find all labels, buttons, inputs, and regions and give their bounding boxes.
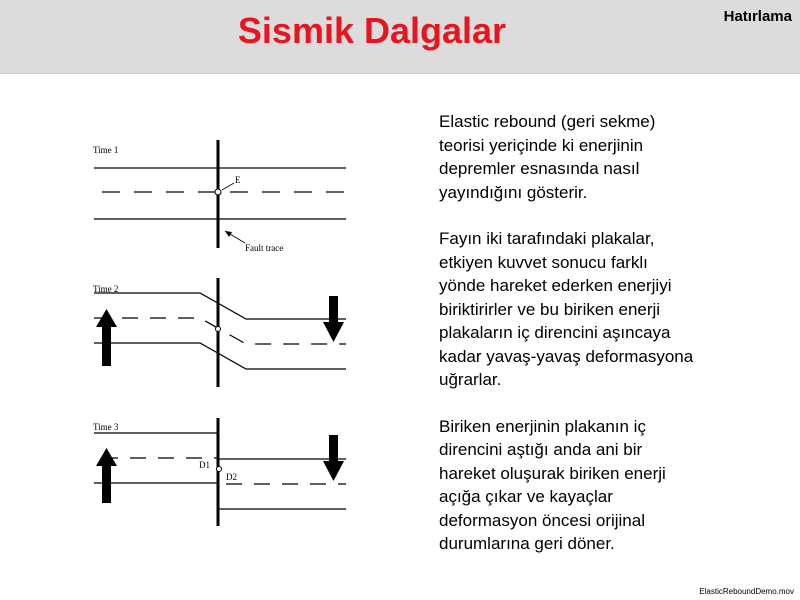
point-label: E bbox=[235, 175, 241, 185]
panel-label: Time 2 bbox=[93, 284, 119, 294]
point-pointer bbox=[222, 183, 234, 190]
fault-label: Fault trace bbox=[245, 243, 284, 253]
panel-label: Time 1 bbox=[93, 145, 119, 155]
deformation-marker bbox=[216, 327, 221, 332]
panel-time-3 bbox=[93, 418, 346, 526]
down-arrow-shaft bbox=[329, 435, 338, 463]
header-bar bbox=[0, 0, 800, 74]
explanation-text bbox=[439, 110, 759, 579]
paragraph-intro: Elastic rebound (geri sekme) teorisi yeriçinde ki enerjinin depremler esnasında nasıl yayındığını gösterir. bbox=[439, 112, 656, 202]
rebound-marker bbox=[217, 467, 222, 472]
elastic-rebound-diagram bbox=[80, 128, 370, 558]
media-filename-link[interactable]: ElasticReboundDemo.mov bbox=[699, 587, 794, 596]
up-arrow-shaft bbox=[102, 324, 111, 366]
up-arrow-icon bbox=[96, 448, 117, 466]
down-arrow-icon bbox=[323, 461, 344, 481]
down-arrow-icon bbox=[323, 322, 344, 342]
fault-pointer-arrowhead bbox=[225, 231, 232, 237]
up-arrow-shaft bbox=[102, 463, 111, 503]
slide-title: Sismik Dalgalar bbox=[237, 10, 507, 51]
down-arrow-shaft bbox=[329, 296, 338, 324]
road-edge-bottom bbox=[94, 343, 346, 369]
paragraph-accumulation: Fayın iki tarafındaki plakalar, etkiyen kuvvet sonucu farklı yönde hareket ederken enerjiyi biriktirirler ve bu biriken enerji plakaların iç direncini aşıncaya kadar yavaş-yavaş deformasyona uğrarlar. bbox=[439, 229, 694, 389]
panel-time-2 bbox=[93, 278, 346, 387]
epicenter-marker bbox=[215, 189, 221, 195]
paragraph-release: Biriken enerjinin plakanın iç direncini aştığı anda ani bir hareket oluşurak biriken enerji açığa çıkar ve kayaçlar deformasyon öncesi orijinal durumlarına geri döner. bbox=[439, 416, 666, 553]
slide-tag: Hatırlama bbox=[723, 8, 792, 25]
panel-label: Time 3 bbox=[93, 422, 119, 432]
right-point-label: D2 bbox=[226, 472, 237, 482]
road-edge-top bbox=[94, 293, 346, 319]
panel-time-1 bbox=[93, 140, 346, 253]
left-point-label: D1 bbox=[199, 460, 210, 470]
